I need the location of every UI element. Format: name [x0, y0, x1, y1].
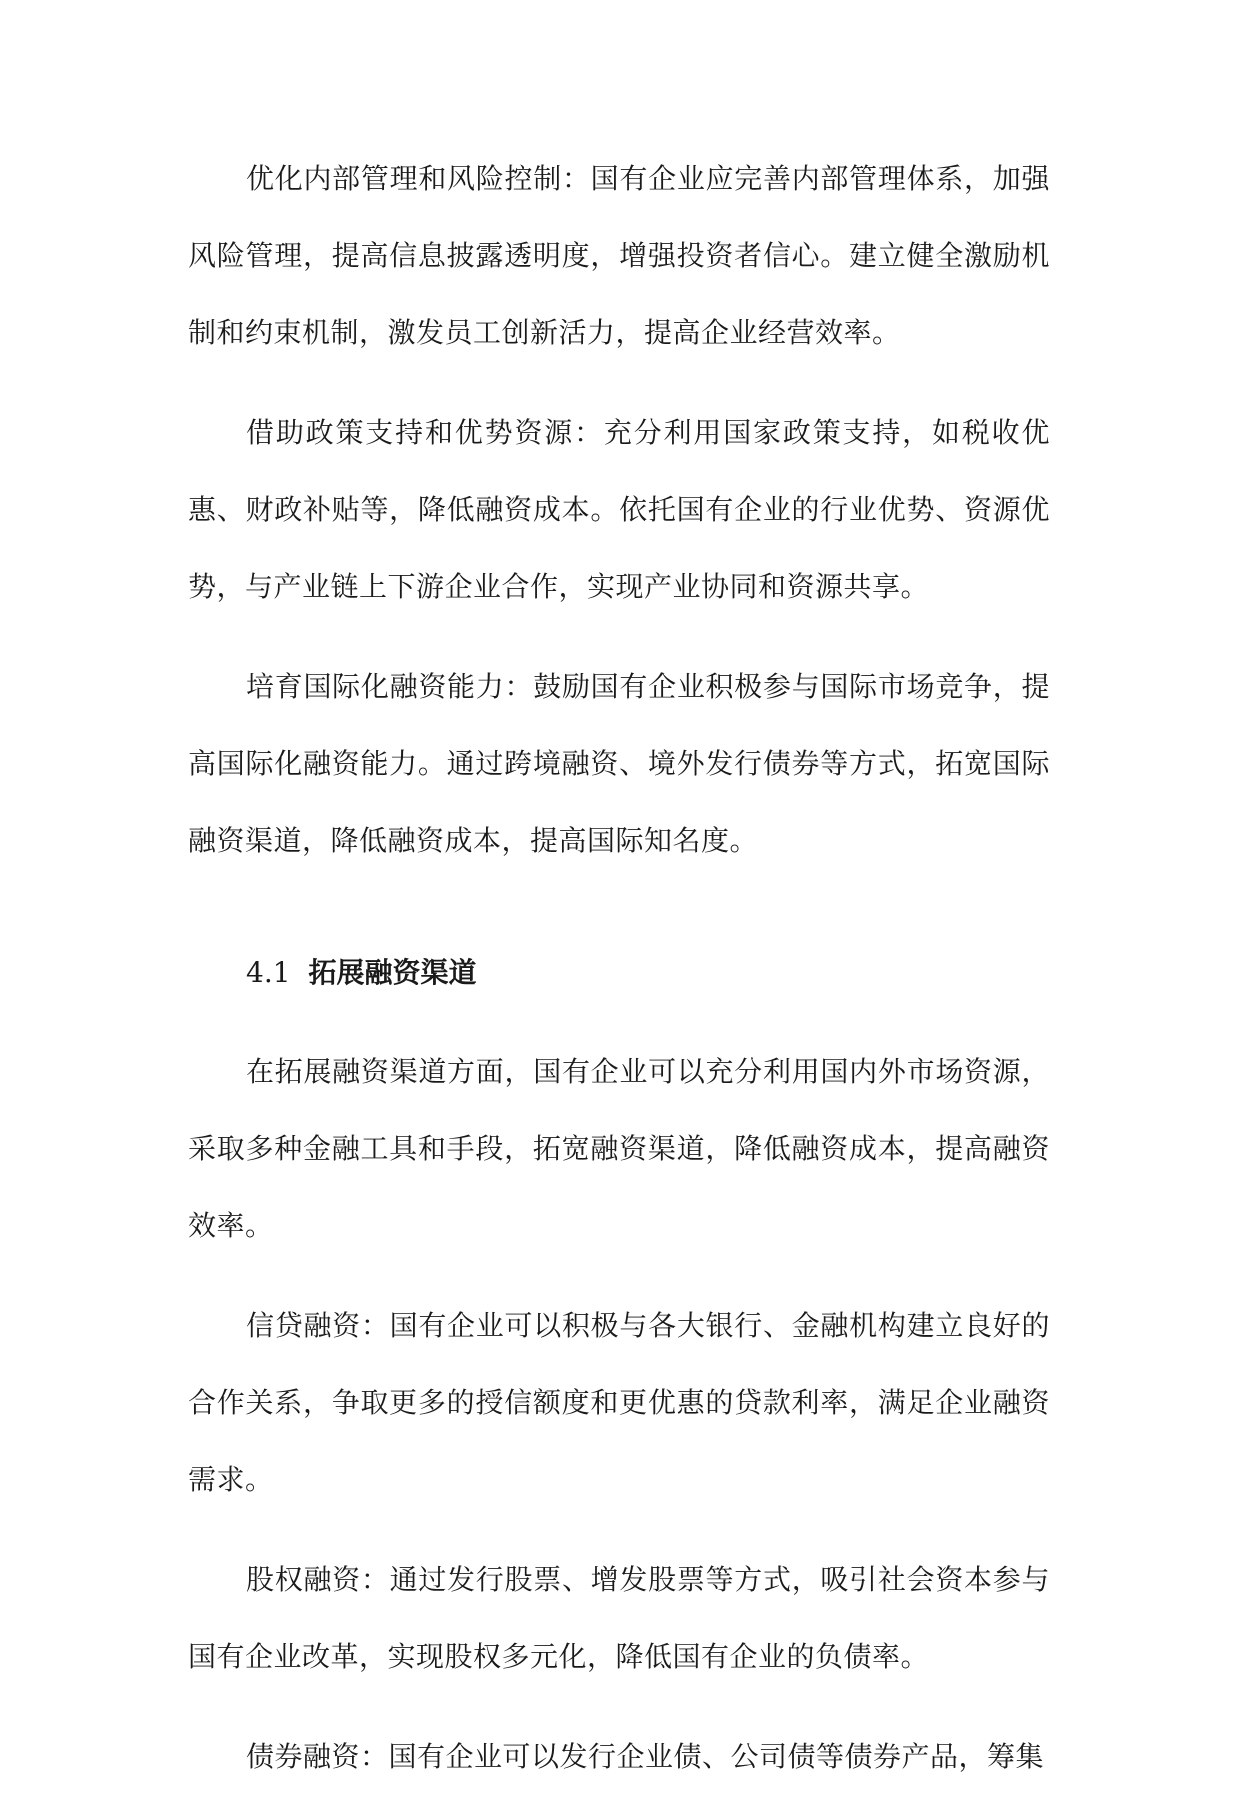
paragraph-policy-support: 借助政策支持和优势资源：充分利用国家政策支持，如税收优惠、财政补贴等，降低融资成本。依托国有企业的行业优势、资源优势，与产业链上下游企业合作，实现产业协同和资源共享。 — [188, 416, 1050, 603]
section-title: 拓展融资渠道 — [308, 956, 477, 989]
paragraph-international-financing: 培育国际化融资能力：鼓励国有企业积极参与国际市场竞争，提高国际化融资能力。通过跨境融资、境外发行债券等方式，拓宽国际融资渠道，降低融资成本，提高国际知名度。 — [188, 670, 1050, 857]
section-heading — [188, 934, 1050, 1011]
page-content — [188, 140, 1050, 1818]
paragraph-bond-financing: 债券融资：国有企业可以发行企业债、公司债等债券产品，筹集 — [246, 1740, 1045, 1773]
paragraph-internal-management: 优化内部管理和风险控制：国有企业应完善内部管理体系，加强风险管理，提高信息披露透明度，增强投资者信心。建立健全激励机制和约束机制，激发员工创新活力，提高企业经营效率。 — [188, 162, 1050, 349]
paragraph-credit-financing: 信贷融资：国有企业可以积极与各大银行、金融机构建立良好的合作关系，争取更多的授信额度和更优惠的贷款利率，满足企业融资需求。 — [188, 1309, 1050, 1496]
section-number: 4.1 — [246, 956, 291, 989]
paragraph-expand-channels: 在拓展融资渠道方面，国有企业可以充分利用国内外市场资源，采取多种金融工具和手段，拓宽融资渠道，降低融资成本，提高融资效率。 — [188, 1055, 1050, 1242]
paragraph-equity-financing: 股权融资：通过发行股票、增发股票等方式，吸引社会资本参与国有企业改革，实现股权多元化，降低国有企业的负债率。 — [188, 1563, 1050, 1673]
